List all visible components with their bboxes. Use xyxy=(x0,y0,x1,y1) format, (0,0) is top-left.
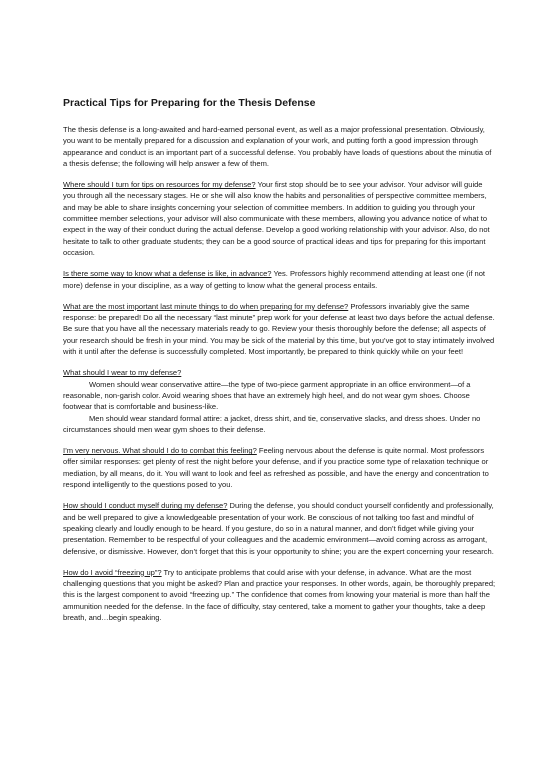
section-last-minute xyxy=(63,301,496,357)
section-question: Where should I turn for tips on resources for my defense? xyxy=(63,180,256,190)
section-answer: Professors invariably give the same response: be prepared! Do all the necessary “last minute” prep work for your defense at least two days before the actual defense. Be sure that you have all the necessary materials ready to go. Review your thesis thoroughly before the defense; all aspects of your research should be fresh in your mind. You may be sick of the material by this time, but you’ve got to stay intimately involved with it until after the defense is successfully completed. Most importantly, be prepared to think quickly while on your feet! xyxy=(63,301,495,357)
section-advance xyxy=(63,268,496,291)
section-attire xyxy=(63,367,496,378)
intro-paragraph: The thesis defense is a long-awaited and hard-earned personal event, as well as a major professional presentation. Obviously, you want to be mentally prepared for a discussion and explanation of your work, and putting forth a good impression through appearance and conduct is an important part of a successful defense. You probably have loads of questions about the minutia of a thesis defense; the following will help answer a few of them. xyxy=(63,125,492,168)
section-question: Is there some way to know what a defense is like, in advance? xyxy=(63,269,272,279)
section-answer: Try to anticipate problems that could arise with your defense, in advance. What are the most challenging questions that you might be asked? Plan and practice your responses. In other words, again, be thoroughly prepared; this is the largest component to avoid “freezing up.” The confidence that comes from knowing your material is more than half the ammunition needed for the defense. In the face of difficulty, stay centered, take a moment to gather your thoughts, take a deep breath, and…begin speaking. xyxy=(63,567,496,622)
section-question: How do I avoid “freezing up”? xyxy=(63,567,162,577)
section-question: What are the most important last minute things to do when preparing for my defense? xyxy=(63,301,349,311)
section-answer: During the defense, you should conduct yourself confidently and professionally, and be well prepared to give a knowledgeable presentation of your work. Be conscious of not talking too fast and mindful of speaking clearly and loudly enough to be heard. If you gesture, do so in a natural manner, and don’t fidget while giving your presentation. Remember to be respectful of your colleagues and the academic environment—avoid coming across as arrogant, defensive, or dismissive. However, don’t forget that this is your opportunity to shine; you are the expert concerning your research. xyxy=(63,501,494,556)
section-answer: Feeling nervous about the defense is quite normal. Most professors offer similar responses: get plenty of rest the night before your defense, and if you practice some type of relaxation technique or mediation, by all means, do it. You will want to look and feel as refreshed as possible, and have the energy and concentration to respond intelligently to the questions posed to you. xyxy=(63,446,489,490)
section-question: What should I wear to my defense? xyxy=(63,368,182,378)
document-title: Practical Tips for Preparing for the Thesis Defense xyxy=(63,97,316,109)
section-answer: Yes. Professors highly recommend attending at least one (if not more) defense in your discipline, as a way of getting to know what the general process entails. xyxy=(63,269,486,290)
attire-women-paragraph: Women should wear conservative attire—the type of two-piece garment appropriate in an office environment—of a reasonable, non-garish color. Avoid wearing shoes that have an extremely high heel, and do not wear gym shoes. Choose footwear that is comfortable and business-like. xyxy=(63,379,471,412)
section-advisor xyxy=(63,179,496,258)
attire-men-paragraph: Men should wear standard formal attire: a jacket, dress shirt, and tie, conservative slacks, and dress shoes. Under no circumstances should men wear gym shoes to their defense. xyxy=(63,413,481,434)
section-freezing xyxy=(63,567,496,623)
section-conduct xyxy=(63,500,496,556)
section-question: How should I conduct myself during my defense? xyxy=(63,501,228,511)
section-nervous xyxy=(63,445,496,490)
section-answer: Your first stop should be to see your advisor. Your advisor will guide you through all the necessary stages. He or she will also know the habits and personalities of perspective committee members, and may be able to share insights concerning your selection of committee members. In addition to guiding you through your committee member selections, your advisor will also communicate with these members, allowing you advance notice of what to expect in the way of their conduct during the actual defense. Develop a good working relationship with your advisor. Also, do not hesitate to talk to other graduate students; they can be a good source of practical ideas and tips for preparing for this important occasion. xyxy=(63,180,490,257)
section-question: I’m very nervous. What should I do to combat this feeling? xyxy=(63,446,257,456)
